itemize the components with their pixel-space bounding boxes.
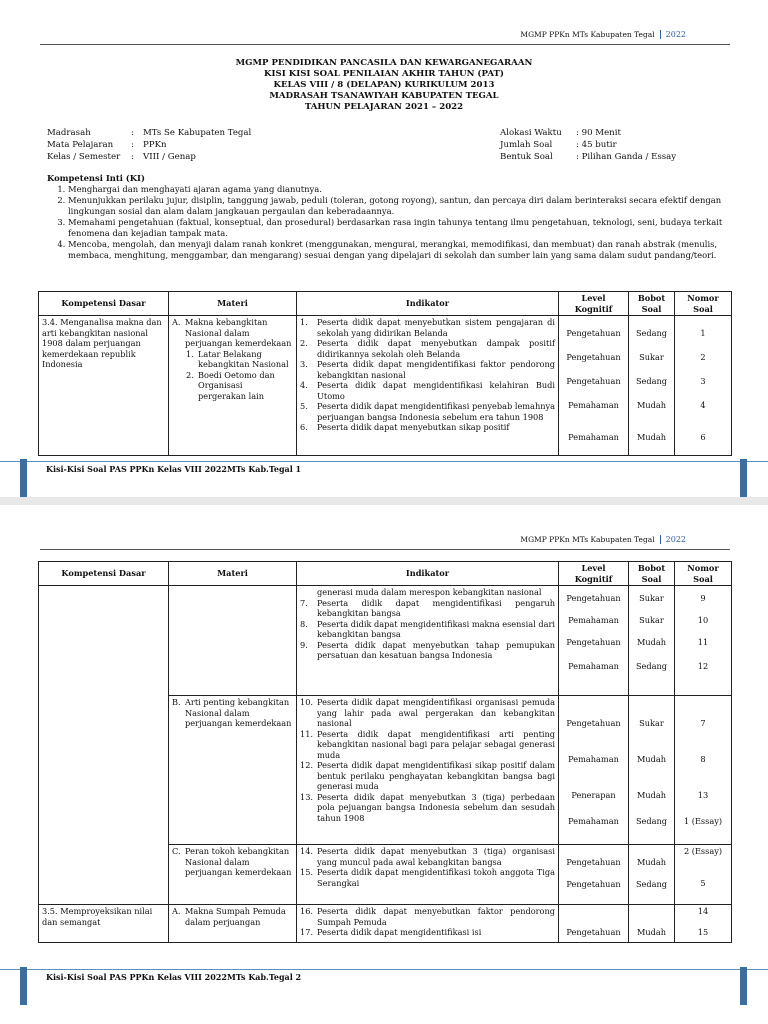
info-row: Jumlah Soal : 45 butir: [500, 140, 617, 150]
ki-item: 1. Menghargai dan menghayati ajaran agama yang dianutnya.: [68, 184, 727, 195]
page-header: [520, 535, 686, 544]
info-row: Mata Pelajaran : PPKn: [47, 140, 167, 150]
bobot-cell: Sukar Sukar Mudah Sedang: [629, 586, 675, 696]
indikator-item: 7. Peserta didik dapat mengidentifikasi pengaruh kebangkitan bangsa: [300, 597, 555, 618]
th-indikator: Indikator: [297, 562, 559, 586]
materi-cell: C. Peran tokoh kebangkitan Nasional dalam perjuangan kemerdekaan: [169, 845, 297, 905]
th-bobot-soal: Bobot Soal: [629, 562, 675, 586]
indikator-item: 3. Peserta didik dapat mengidentifikasi faktor pendorong kebangkitan nasional: [300, 359, 555, 380]
th-indikator: Indikator: [297, 292, 559, 316]
kd-cell: [39, 905, 169, 943]
nomor-cell: 2 (Essay) 5: [675, 845, 732, 905]
th-bobot-soal: Bobot Soal: [629, 292, 675, 316]
level-cell: Pengetahuan Pemahaman Penerapan Pemahaman: [559, 696, 629, 845]
title-line: TAHUN PELAJARAN 2021 – 2022: [304, 102, 464, 112]
info-row: Bentuk Soal : Pilihan Ganda / Essay: [500, 152, 677, 162]
kd-text: 3.5. Memproyeksikan nilai dan semangat: [42, 906, 153, 927]
indikator-item: 14. Peserta didik dapat menyebutkan 3 (tiga) organisasi yang muncul pada awal kebangkitan bangsa: [300, 846, 555, 867]
ki-heading: Kompetensi Inti (KI): [47, 173, 145, 183]
level-cell: Pengetahuan Pengetahuan: [559, 845, 629, 905]
kd-cell: [39, 316, 169, 456]
th-materi: Materi: [169, 562, 297, 586]
indikator-item: 8. Peserta didik dapat mengidentifikasi makna esensial dari kebangkitan bangsa: [300, 618, 555, 639]
materi-cell: [169, 586, 297, 696]
nomor-cell: 1 2 3 4 6: [675, 316, 732, 456]
page-footer-2: [0, 963, 768, 1005]
header-org: MGMP PPKn MTs Kabupaten Tegal: [520, 535, 655, 544]
page-header: [520, 30, 686, 39]
th-level-kognitif: Level Kognitif: [559, 292, 629, 316]
header-rule: [40, 549, 730, 550]
footer-text: Kisi-Kisi Soal PAS PPKn Kelas VIII 2022MTs Kab.Tegal 2: [46, 972, 302, 982]
info-row: Kelas / Semester : VIII / Genap: [47, 152, 196, 162]
materi-cell: B. Arti penting kebangkitan Nasional dalam perjuangan kemerdekaan: [169, 696, 297, 845]
kisi-table-page-2: [38, 561, 732, 943]
info-left: [47, 127, 251, 163]
ki-item: 3. Memahami pengetahuan (faktual, konseptual, dan prosedural) berdasarkan rasa ingin tahunya tentang ilmu pengetahuan, teknologi, seni, budaya terkait fenomena dan kejadian tampak mata.: [68, 217, 727, 239]
footer-bar-left: [20, 967, 27, 1005]
indikator-item: 16. Peserta didik dapat menyebutkan faktor pendorong Sumpah Pemuda: [300, 906, 555, 927]
footer-text: Kisi-Kisi Soal PAS PPKn Kelas VIII 2022MTs Kab.Tegal 1: [46, 464, 302, 474]
bobot-cell: Sedang Sukar Sedang Mudah Mudah: [629, 316, 675, 456]
indikator-cell: [297, 905, 559, 943]
header-year: 2022: [660, 30, 686, 39]
kd-cell: [39, 586, 169, 905]
nomor-cell: 9 10 11 12: [675, 586, 732, 696]
level-cell: Pengetahuan Pengetahuan Pengetahuan Pemahaman Pemahaman: [559, 316, 629, 456]
level-cell: Pengetahuan Pemahaman Pengetahuan Pemahaman: [559, 586, 629, 696]
info-right: [500, 127, 676, 163]
header-rule: [40, 44, 730, 45]
bobot-cell: Sukar Mudah Mudah Sedang: [629, 696, 675, 845]
ki-item: 2. Menunjukkan perilaku jujur, disiplin, tanggung jawab, peduli (toleran, gotong royong), santun, dan percaya diri dalam berinteraksi secara efektif dengan lingkungan sosial dan alam dalam jangkauan pergaulan dan keberadaannya.: [68, 195, 727, 217]
kd-text: 3.4. Menganalisa makna dan arti kebangkitan nasional 1908 dalam perjuangan kemerdekaan republik Indonesia: [42, 317, 162, 369]
indikator-cell: [297, 316, 559, 456]
page-footer-1: [0, 455, 768, 497]
indikator-item: 17. Peserta didik dapat mengidentifikasi isi: [300, 927, 482, 937]
th-nomor-soal: Nomor Soal: [675, 562, 732, 586]
document-title: [0, 58, 768, 113]
kompetensi-inti: [47, 173, 727, 261]
header-org: MGMP PPKn MTs Kabupaten Tegal: [520, 30, 655, 39]
footer-rule: [0, 461, 768, 462]
kisi-table-page-1: [38, 291, 732, 456]
indikator-item: 5. Peserta didik dapat mengidentifikasi penyebab lemahnya perjuangan bangsa Indonesia sebelum era tahun 1908: [300, 401, 555, 422]
indikator-item: 12. Peserta didik dapat mengidentifikasi sikap positif dalam bentuk perilaku penghayatan kebangkitan bangsa bagi generasi muda: [300, 760, 555, 791]
title-line: MGMP PENDIDIKAN PANCASILA DAN KEWARGANEGARAAN: [235, 58, 533, 68]
title-line: MADRASAH TSANAWIYAH KABUPATEN TEGAL: [269, 91, 499, 101]
materi-cell: A. Makna kebangkitan Nasional dalam perjuangan kemerdekaan 1. Latar Belakang kebangkitan Nasional 2. Boedi Oetomo dan Organisasi pergerakan lain: [169, 316, 297, 456]
nomor-cell: 7 8 13 1 (Essay): [675, 696, 732, 845]
info-row: Madrasah : MTs Se Kabupaten Tegal: [47, 128, 252, 138]
bobot-cell: Mudah Sedang: [629, 845, 675, 905]
level-cell: Pengetahuan: [559, 905, 629, 943]
th-level-kognitif: Level Kognitif: [559, 562, 629, 586]
indikator-item: 10. Peserta didik dapat mengidentifikasi organisasi pemuda yang lahir pada awal pergerakan dan kebangkitan nasional: [300, 697, 555, 728]
materi-cell: A. Makna Sumpah Pemuda dalam perjuangan: [169, 905, 297, 943]
footer-rule: [0, 969, 768, 970]
indikator-item: 9. Peserta didik dapat menyebutkan tahap pemupukan persatuan dan kesatuan bangsa Indonesia: [300, 639, 555, 660]
th-materi: Materi: [169, 292, 297, 316]
info-row: Alokasi Waktu : 90 Menit: [500, 128, 621, 138]
footer-bar-left: [20, 459, 27, 497]
bobot-cell: Mudah: [629, 905, 675, 943]
th-kompetensi-dasar: Kompetensi Dasar: [39, 292, 169, 316]
indikator-item: 4. Peserta didik dapat mengidentifikasi kelahiran Budi Utomo: [300, 380, 555, 401]
footer-bar-right: [740, 459, 747, 497]
indikator-item: 2. Peserta didik dapat menyebutkan dampak positif didirikannya sekolah oleh Belanda: [300, 338, 555, 359]
footer-bar-right: [740, 967, 747, 1005]
ki-list: [47, 184, 727, 261]
nomor-cell: 14 15: [675, 905, 732, 943]
indikator-cell: [297, 845, 559, 905]
indikator-item: 13. Peserta didik dapat menyebutkan 3 (tiga) perbedaan pola pejuangan bangsa Indonesia sebelum dan sesudah tahun 1908: [300, 791, 555, 823]
indikator-item: 11. Peserta didik dapat mengidentifikasi arti penting kebangkitan nasional bagi para pelajar sebagai generasi muda: [300, 728, 555, 760]
ki-item: 4. Mencoba, mengolah, dan menyaji dalam ranah konkret (menggunakan, mengurai, merangkai, memodifikasi, dan membuat) dan ranah abstrak (menulis, membaca, menghitung, menggambar, dan mengarang) sesuai dengan yang dipelajari di sekolah dan sumber lain yang sama dalam sudut pandang/teori.: [68, 239, 727, 261]
page-2: [0, 505, 768, 1024]
indikator-item: 1. Peserta didik dapat menyebutkan sistem pengajaran di sekolah yang didirikan Belanda: [300, 317, 555, 338]
indikator-continuation: generasi muda dalam merespon kebangkitan nasional: [317, 587, 542, 597]
indikator-cell: [297, 696, 559, 845]
th-kompetensi-dasar: Kompetensi Dasar: [39, 562, 169, 586]
page-1: [0, 0, 768, 505]
title-line: KISI KISI SOAL PENILAIAN AKHIR TAHUN (PAT): [264, 69, 504, 79]
title-line: KELAS VIII / 8 (DELAPAN) KURIKULUM 2013: [273, 80, 495, 90]
indikator-item: 6. Peserta didik dapat menyebutkan sikap positif: [300, 422, 510, 432]
th-nomor-soal: Nomor Soal: [675, 292, 732, 316]
indikator-item: 15. Peserta didik dapat mengidentifikasi tokoh anggota Tiga Serangkai: [300, 867, 555, 888]
indikator-cell: [297, 586, 559, 696]
header-year: 2022: [660, 535, 686, 544]
